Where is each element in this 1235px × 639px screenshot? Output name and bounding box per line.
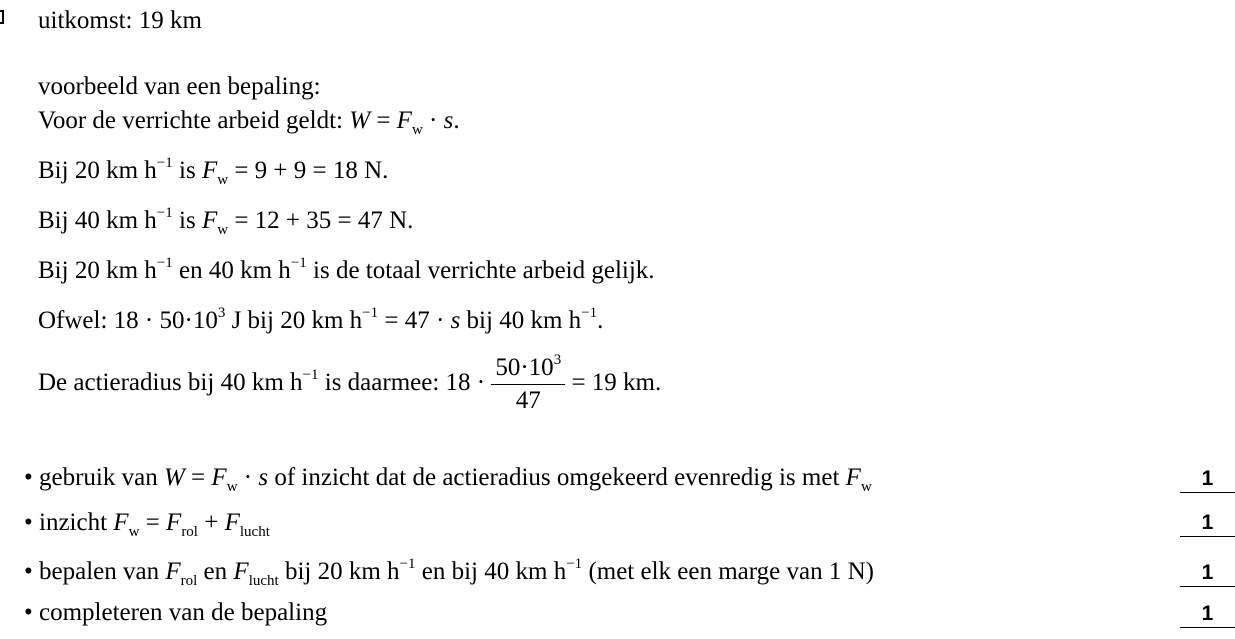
- criterion-2: • inzicht $F_w = F_{rol} + F_{lucht}$: [24, 509, 270, 540]
- ofwel-line: Ofwel: $18 \cdot 50\cdot 10^3$ J bij 20 km $h^{-1} = 47 \cdot s$ bij 40 km $h^{-1}$.: [38, 305, 604, 334]
- outcome-line: [38, 6, 202, 36]
- example-heading: voorbeeld van een bepaling:: [38, 73, 321, 100]
- checkbox-marker: [0, 10, 4, 24]
- criterion-3: • bepalen van $F_{rol}$ en $F_{lucht}$ bij 20 km $h^{-1}$ en bij 40 km $h^{-1}$ (met elk een marge van 1 N): [24, 556, 874, 589]
- score-4: 1: [1180, 601, 1235, 628]
- equal-work-line: Bij 20 km $h^{-1}$ en 40 km $h^{-1}$ is de totaal verrichte arbeid gelijk.: [38, 255, 655, 284]
- force-at-40-line: Bij 40 km $h^{-1}$ is $F_w = 12 + 35 = 47$ N.: [38, 205, 414, 238]
- range-line: De actieradius bij 40 km $h^{-1}$ is daarmee: 18 · $\frac{50\cdot 10^3}{47}$ = 19 km.: [38, 352, 661, 417]
- outcome-text: uitkomst: 19 km: [38, 7, 202, 34]
- fraction: $\frac{50\cdot 10^3}{47}$: [491, 352, 565, 417]
- criterion-4: • completeren van de bepaling: [24, 599, 328, 626]
- force-at-20-line: Bij 20 km $h^{-1}$ is $F_w = 9 + 9 = 18$ N.: [38, 155, 389, 188]
- score-1: 1: [1180, 466, 1235, 493]
- score-3: 1: [1180, 560, 1235, 587]
- work-definition-line: Voor de verrichte arbeid geldt: $W = F_w \cdot s$.: [38, 107, 460, 138]
- criterion-1: • gebruik van $W = F_w \cdot s$ of inzicht dat de actieradius omgekeerd evenredig is met $F_w$: [24, 464, 872, 495]
- score-2: 1: [1180, 510, 1235, 537]
